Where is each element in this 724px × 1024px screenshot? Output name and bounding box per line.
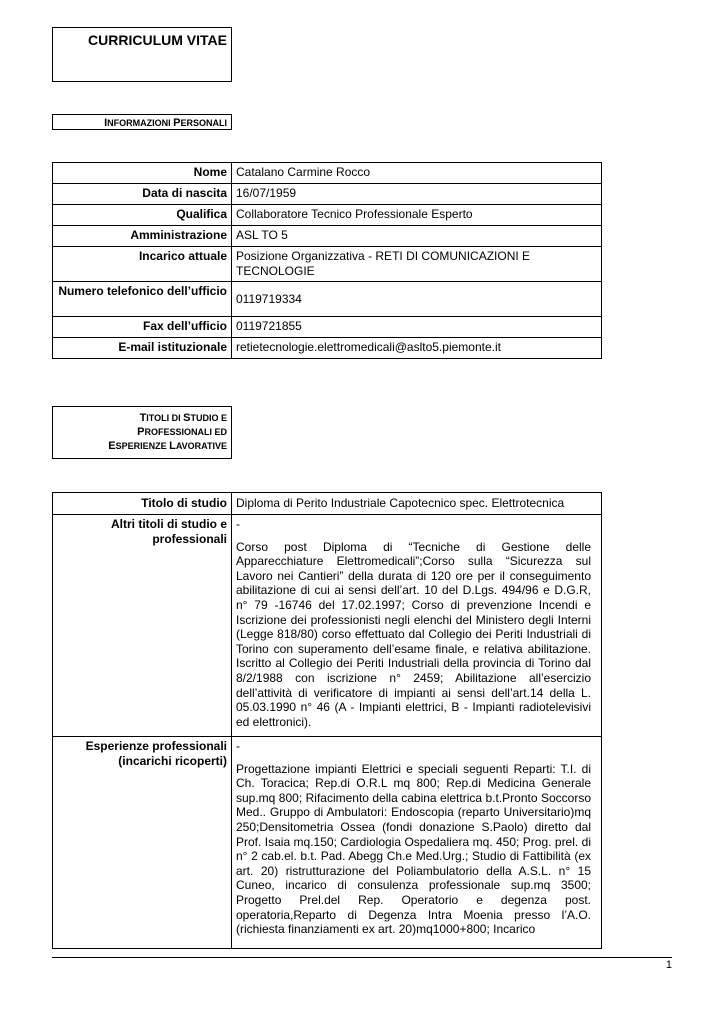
field-value: Progettazione impianti Elettrici e speciali seguenti Reparti: T.I. di Ch. Toracica; Rep.di O.R.L mq 800; Rep.di Medicina Generale sup.mq 800; Rifacimento della cabina elettrica b.t.Pronto Soccorso Med.. Gruppo di Ambulatori: Endoscopia (reparto Universitario)mq 250;Densitometria Ossea (fondi donazione S.Paolo) diretto dal Prof. Isaia mq.150; Cardiologia Ospedaliera mq. 450; Prog. prel. di n° 2 cab.el. b.t. Pad. Abegg Ch.e Med.Urg.; Studio di Fattibilità (ex art. 20) ristrutturazione del Poliambulatorio della A.S.L. n° 15 Cuneo, incarico di consulenza professionale sup.mq 3500; Progetto Prel.del Rep. Operatorio e degenza post. operatoria,Reparto di Degenza Intra Moenia presso l’A.O. (richiesta finanziamenti ex art. 20)mq1000+800; Incarico bbox=[236, 761, 591, 937]
field-value: Corso post Diploma di “Tecniche di Gestione delle Apparecchiature Elettromedicali”;Corso sulla “Sicurezza sul Lavoro nei Cantieri” della durata di 120 ore per il conseguimento abilitazione di cui ai sensi dell’art. 10 del D.Lgs. 494/96 e D.G.R, n° 79 -16746 del 17.02.1997; Corso di prevenzione Incendi e Iscrizione dei professionisti negli elenchi del Ministero degli Interni (Legge 818/80) corso effettuato dal Collegio dei Periti Industriali di Torino con superamento dell’esame finale, e relativa abilitazione. Iscritto al Collegio dei Periti Industriali della provincia di Torino dal 8/2/1988 con iscrizione n° 2459; Abilitazione all’esercizio dell’attività di verificatore di impianti ai sensi dell’art.14 della L. 05.03.1990 n° 46 (A - Impianti elettrici, B - Impianti radiotelevisivi ed elettronici). bbox=[236, 539, 591, 729]
section-label-text: L bbox=[169, 440, 176, 452]
table-row bbox=[53, 282, 602, 317]
section-label-text: ROFESSIONALI ED bbox=[144, 427, 227, 437]
field-label: Esperienze professionali (incarichi ricoperti) bbox=[53, 737, 232, 949]
field-label: Nome bbox=[53, 163, 232, 184]
table-row bbox=[53, 493, 602, 515]
field-value: Diploma di Perito Industriale Capotecnico spec. Elettrotecnica bbox=[232, 493, 602, 515]
field-label: Numero telefonico dell’ufficio bbox=[53, 282, 232, 317]
section-label-text: ERSONALI bbox=[180, 118, 227, 128]
table-row bbox=[53, 515, 602, 737]
field-label: Altri titoli di studio e professionali bbox=[53, 515, 232, 737]
cv-title: CURRICULUM VITAE bbox=[88, 32, 227, 48]
field-value: 0119719334 bbox=[232, 282, 602, 317]
field-value: Posizione Organizzativa - RETI DI COMUNICAZIONI E TECNOLOGIE bbox=[232, 247, 602, 282]
field-value-container bbox=[232, 515, 602, 737]
field-label: Fax dell’ufficio bbox=[53, 317, 232, 338]
table-row bbox=[53, 338, 602, 359]
personal-info-table bbox=[52, 162, 602, 359]
field-value: Catalano Carmine Rocco bbox=[232, 163, 602, 184]
table-row bbox=[53, 205, 602, 226]
section-label-line bbox=[57, 411, 227, 425]
section-label-text: P bbox=[137, 426, 145, 438]
section-label-text: S bbox=[183, 412, 191, 424]
field-value: Collaboratore Tecnico Professionale Esperto bbox=[232, 205, 602, 226]
field-value: retietecnologie.elettromedicali@aslto5.piemonte.it bbox=[232, 338, 602, 359]
field-value: ASL TO 5 bbox=[232, 226, 602, 247]
section-personal-info bbox=[52, 114, 232, 130]
section-label-text: SPERIENZE bbox=[115, 441, 170, 451]
section-label-text: TUDIO E bbox=[190, 413, 227, 423]
section-label-text: T bbox=[139, 412, 147, 424]
field-label: Data di nascita bbox=[53, 184, 232, 205]
section-label-text: I bbox=[104, 117, 108, 129]
section-studies-experience bbox=[52, 406, 232, 459]
field-value: 0119721855 bbox=[232, 317, 602, 338]
table-row bbox=[53, 247, 602, 282]
table-row bbox=[53, 184, 602, 205]
page-number: 1 bbox=[665, 959, 672, 971]
section-label-text: E bbox=[108, 440, 116, 452]
field-label: Qualifica bbox=[53, 205, 232, 226]
section-label-text: AVORATIVE bbox=[175, 441, 227, 451]
studies-table bbox=[52, 492, 602, 949]
field-label: Incarico attuale bbox=[53, 247, 232, 282]
section-label-text: NFORMAZIONI bbox=[107, 118, 174, 128]
footer-divider bbox=[52, 957, 672, 958]
section-label-text: P bbox=[173, 117, 181, 129]
cv-title-box bbox=[52, 27, 232, 82]
section-label-line bbox=[57, 439, 227, 453]
field-label: E-mail istituzionale bbox=[53, 338, 232, 359]
field-label: Titolo di studio bbox=[53, 493, 232, 515]
bullet-dash: - bbox=[236, 739, 240, 753]
table-row bbox=[53, 226, 602, 247]
table-row bbox=[53, 163, 602, 184]
section-label-text: ITOLI DI bbox=[146, 413, 184, 423]
field-value: 16/07/1959 bbox=[232, 184, 602, 205]
table-row bbox=[53, 737, 602, 949]
table-row bbox=[53, 317, 602, 338]
section-label-line bbox=[57, 425, 227, 439]
bullet-dash: - bbox=[236, 517, 240, 531]
field-label: Amministrazione bbox=[53, 226, 232, 247]
field-value-container bbox=[232, 737, 602, 949]
